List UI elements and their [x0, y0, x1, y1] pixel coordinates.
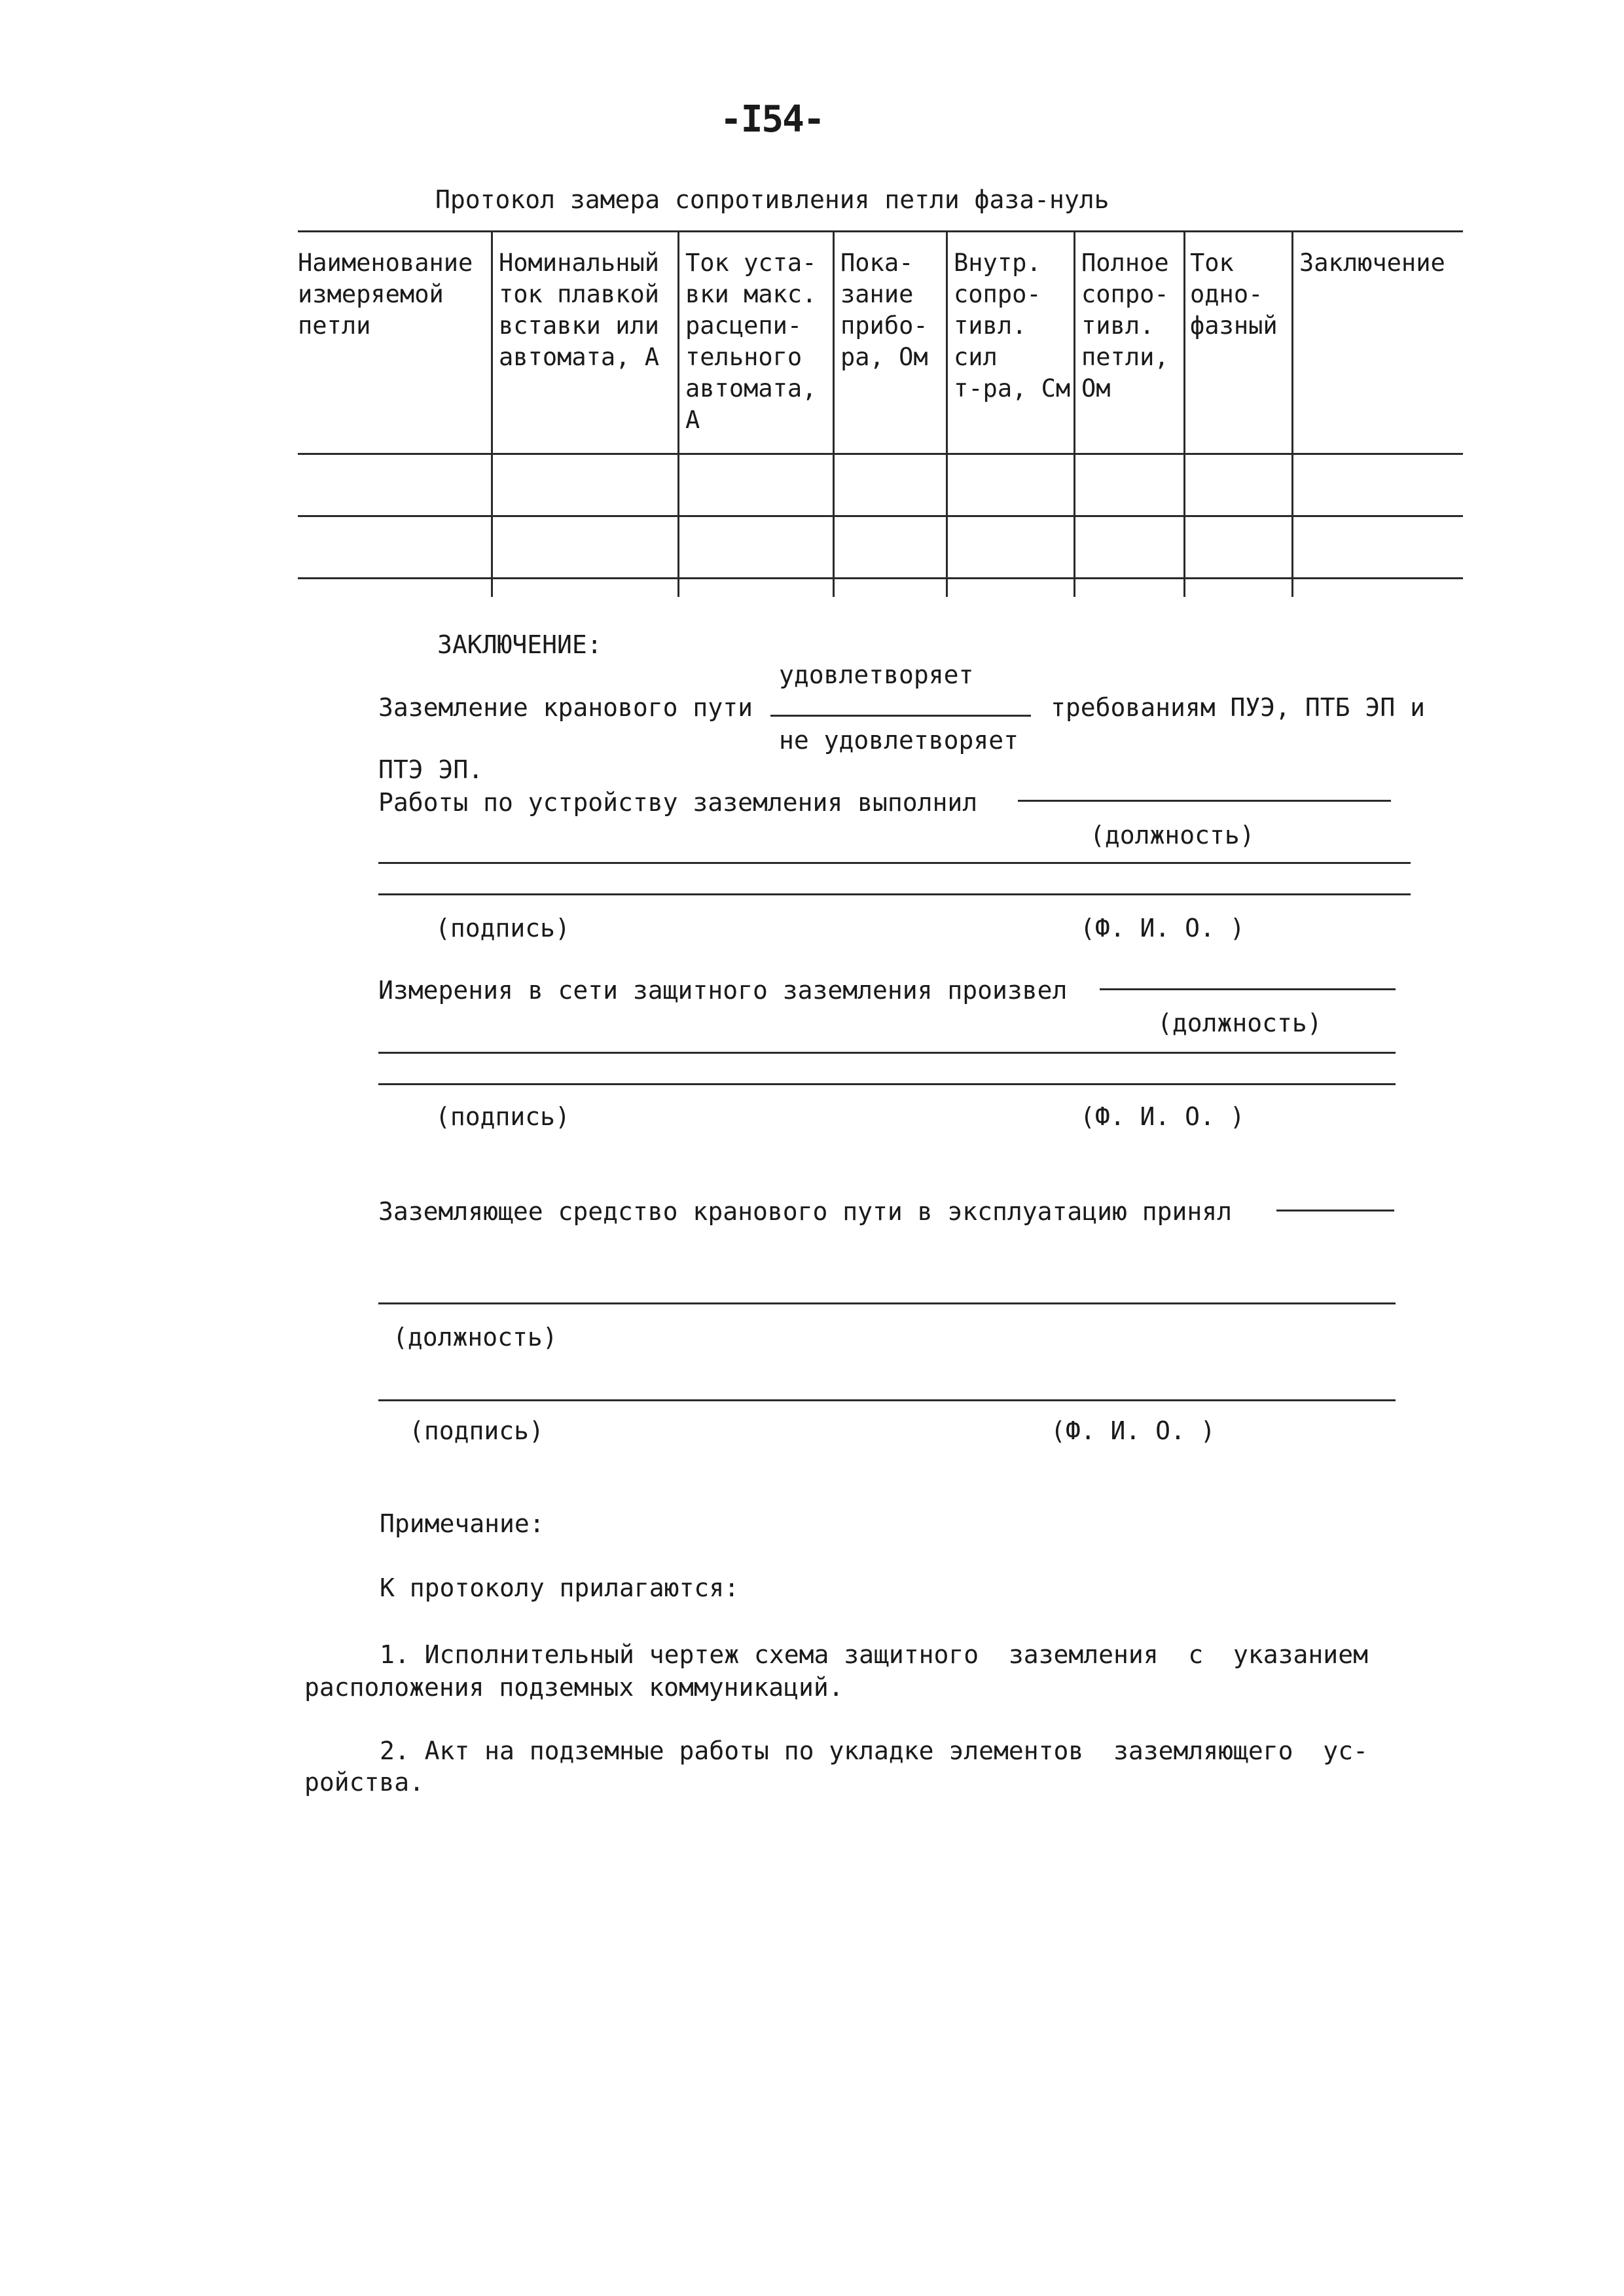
- work-position-caption: (должность): [1090, 821, 1255, 850]
- measurements-name-caption: (Ф. И. О. ): [1080, 1102, 1245, 1131]
- signature-line: [378, 1052, 1396, 1054]
- column-header: Наименование измеряемой петли: [298, 249, 473, 340]
- page-number: -I54-: [720, 98, 824, 141]
- measurements-position-line: [1100, 988, 1396, 990]
- conclusion-prefix: Заземление кранового пути: [378, 693, 753, 722]
- column-header: Пока- зание прибо- ра, Ом: [840, 249, 928, 371]
- acceptance-signature-caption: (подпись): [409, 1416, 544, 1445]
- attachment-item: ройства.: [304, 1768, 425, 1797]
- signature-line: [378, 893, 1411, 895]
- column-divider: [1183, 230, 1185, 597]
- column-divider: [491, 230, 493, 597]
- signature-line: [378, 1083, 1396, 1085]
- table-title: Протокол замера сопротивления петли фаза-нуль: [435, 185, 1110, 214]
- acceptance-name-caption: (Ф. И. О. ): [1051, 1416, 1216, 1445]
- measurements-label: Измерения в сети защитного заземления произвел: [378, 976, 1068, 1005]
- column-divider: [946, 230, 948, 597]
- acceptance-position-caption: (должность): [393, 1323, 558, 1352]
- conclusion-heading: ЗАКЛЮЧЕНИЕ:: [437, 630, 602, 659]
- column-divider: [677, 230, 679, 597]
- attachment-item: 2. Акт на подземные работы по укладке элементов заземляющего ус-: [380, 1736, 1368, 1765]
- table-bottom-rule: [298, 577, 1463, 579]
- attachment-item: 1. Исполнительный чертеж схема защитного заземления с указанием: [380, 1640, 1368, 1669]
- work-signature-caption: (подпись): [435, 914, 570, 942]
- measurements-position-caption: (должность): [1157, 1009, 1322, 1037]
- table-top-rule: [298, 230, 1463, 232]
- attachments-label: К протоколу прилагаются:: [380, 1573, 740, 1602]
- signature-line: [378, 1302, 1396, 1304]
- column-header: Номинальный ток плавкой вставки или автомата, А: [499, 249, 660, 371]
- conclusion-suffix: требованиям ПУЭ, ПТБ ЭП и: [1051, 693, 1425, 722]
- column-divider: [1074, 230, 1075, 597]
- column-header: Ток уста- вки макс. расцепи- тельного автомата, А: [685, 249, 817, 434]
- conclusion-blank: [770, 715, 1031, 717]
- column-header: Полное сопро- тивл. петли, Ом: [1081, 249, 1169, 403]
- option-satisfies: удовлетворяет: [779, 660, 974, 689]
- acceptance-line: [1276, 1210, 1394, 1211]
- column-divider: [833, 230, 835, 597]
- work-name-caption: (Ф. И. О. ): [1080, 914, 1245, 942]
- note-label: Примечание:: [380, 1509, 545, 1538]
- table-header-rule: [298, 453, 1463, 455]
- table-row-rule: [298, 515, 1463, 517]
- column-divider: [1291, 230, 1293, 597]
- column-header: Внутр. сопро- тивл. сил т-ра, См: [954, 249, 1071, 403]
- attachment-item: расположения подземных коммуникаций.: [304, 1673, 844, 1702]
- conclusion-continuation: ПТЭ ЭП.: [378, 755, 484, 784]
- option-not-satisfies: не удовлетворяет: [779, 726, 1019, 755]
- column-header: Ток одно- фазный: [1190, 249, 1278, 340]
- signature-line: [378, 862, 1411, 864]
- column-header: Заключение: [1299, 249, 1445, 277]
- work-label: Работы по устройству заземления выполнил: [378, 788, 978, 817]
- acceptance-label: Заземляющее средство кранового пути в эксплуатацию принял: [378, 1197, 1233, 1226]
- signature-line: [378, 1399, 1396, 1401]
- measurements-signature-caption: (подпись): [435, 1102, 570, 1131]
- work-position-line: [1018, 800, 1391, 802]
